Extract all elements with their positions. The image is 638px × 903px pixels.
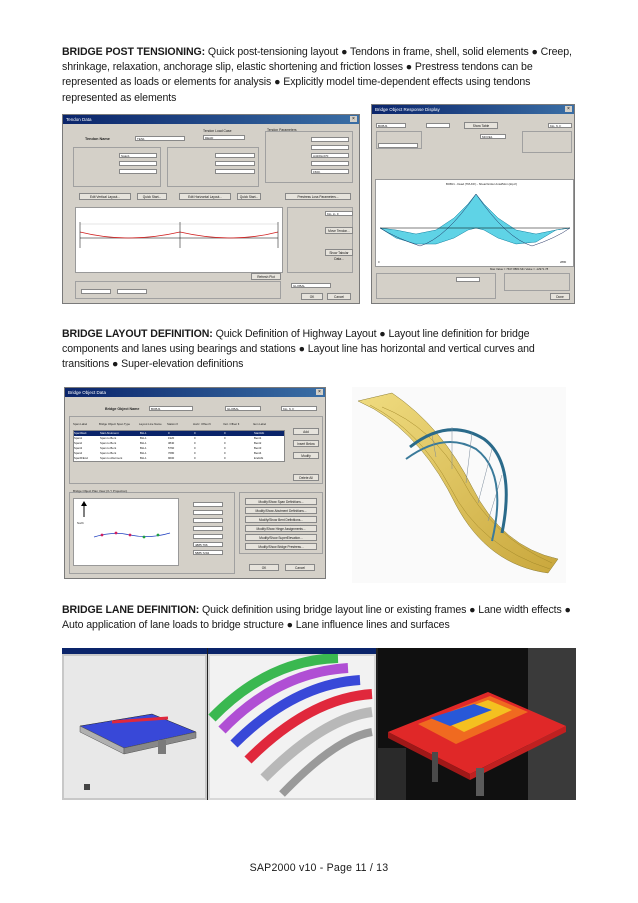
move-span-field	[81, 289, 111, 294]
table-cell: 0	[194, 441, 196, 445]
modify-button[interactable]: Modify	[293, 452, 319, 459]
show-tabular-data-button[interactable]: Show Tabular Data...	[325, 249, 353, 256]
close-icon: ×	[350, 116, 357, 122]
table-cell: Span3	[74, 446, 83, 450]
bridge-object-name-field: BOBJ1	[149, 406, 193, 411]
tendon-layout-plot	[75, 207, 283, 273]
table-cell: Span to Bent	[100, 436, 117, 440]
quick-start-button[interactable]: Quick Start...	[137, 193, 167, 200]
end-location-field	[215, 161, 255, 166]
params-field-2	[311, 145, 349, 150]
box-girder-svg	[62, 654, 207, 800]
tendon-name-field: TEN1	[135, 136, 185, 141]
lanes-svg	[208, 654, 376, 800]
distance-field	[456, 277, 480, 282]
insert-below-button[interactable]: Insert Below	[293, 440, 319, 447]
table-cell: 0	[224, 451, 226, 455]
component-field	[378, 143, 418, 148]
radius-field	[193, 526, 223, 531]
table-cell: 9600	[168, 456, 175, 460]
cancel-button[interactable]: Cancel	[285, 564, 315, 571]
ok-button[interactable]: OK	[301, 293, 323, 300]
body-layout-definition: Quick Definition of Highway Layout ● Layout line definition for bridge components and lanes using bearings and stations ● Layout line has horizontal and vertical curves and transitions ● Super-elevation definitions	[62, 328, 535, 371]
snap-options-group	[504, 273, 570, 291]
prestress-loss-button[interactable]: Prestress Loss Parameters...	[285, 193, 351, 200]
bridge-object-titlebar: Bridge Object Data	[65, 388, 325, 397]
axis-right-label: 2880	[560, 260, 567, 264]
coordinate-system-field: GLOBAL	[291, 283, 331, 288]
layout-line-field	[193, 502, 223, 507]
abutment-definitions-button[interactable]: Modify/Show Abutment Definitions...	[245, 507, 317, 514]
bridge-prestress-button[interactable]: Modify/Show Bridge Prestress...	[245, 543, 317, 550]
table-cell: Span to Bent	[100, 441, 117, 445]
table-cell: 0	[194, 451, 196, 455]
bridge-object-data-screenshot	[64, 387, 326, 579]
table-cell: Span1	[74, 436, 83, 440]
paragraph-lane-definition	[62, 603, 577, 633]
load-case-field: MOVE1	[480, 134, 506, 139]
table-cell: StartAbt	[254, 431, 265, 435]
delete-all-button[interactable]: Delete All	[293, 474, 319, 481]
hinge-assignments-button[interactable]: Modify/Show Hinge Assignments...	[245, 525, 317, 532]
table-cell: EndAbt	[254, 456, 264, 460]
span-length-field	[119, 169, 157, 174]
table-cell: 0	[224, 436, 226, 440]
tendon-profile-svg	[76, 208, 282, 272]
plan-view-label: Bridge Object Plan View (X-Y Projection)	[73, 489, 128, 493]
table-cell: 0	[168, 431, 170, 435]
table-cell: Span5/End	[74, 456, 88, 460]
quick-start-2-button[interactable]: Quick Start...	[237, 193, 261, 200]
paragraph-post-tensioning	[62, 45, 577, 106]
table-cell: BLL1	[140, 431, 147, 435]
force-field: 1500.	[311, 169, 349, 174]
table-cell: BLL1	[140, 436, 147, 440]
table-cell: BLL1	[140, 441, 147, 445]
table-cell: Bent4	[254, 451, 262, 455]
bearing-field	[193, 518, 223, 523]
coordinate-system-field: GLOBAL	[225, 406, 261, 411]
table-cell: 0	[194, 456, 196, 460]
station-field	[193, 510, 223, 515]
edit-vertical-layout-button[interactable]: Edit Vertical Layout...	[79, 193, 131, 200]
table-header: Span Label Bridge Object Span Type Layout Line Name Station ft Horiz. Offset ft Vert. Offset ft Item Label	[73, 422, 267, 426]
add-button[interactable]: Add	[293, 428, 319, 435]
superelevation-button[interactable]: Modify/Show SuperElevation...	[245, 534, 317, 541]
page-footer: SAP2000 v10 - Page 11 / 13	[249, 862, 389, 874]
model-type-field	[426, 123, 450, 128]
close-icon: ×	[316, 389, 323, 395]
refresh-plot-button[interactable]: Refresh Plot	[251, 273, 281, 280]
table-cell: Span4	[74, 451, 83, 455]
body-post-tensioning: Quick post-tensioning layout ● Tendons in frame, shell, solid elements ● Creep, shrinkage, relaxation, anchorage slip, elastic shortening and friction losses ● Prestress tendons can be represented as loads or elements for analysis ● Explicitly model time-dependent effects using tendons represented as elements	[62, 46, 572, 104]
load-case-label: Tendon Load Case	[203, 129, 232, 133]
box-girder-window	[62, 648, 207, 800]
params-field-4	[311, 161, 349, 166]
params-field-1	[311, 137, 349, 142]
show-table-button[interactable]: Show Table	[464, 122, 498, 129]
x-coordinate-field: 4885.796	[193, 542, 223, 547]
influence-surface-svg	[378, 648, 576, 800]
grade-field	[193, 534, 223, 539]
done-button[interactable]: Done	[550, 293, 570, 300]
span-table	[73, 422, 285, 462]
move-location-field	[117, 289, 147, 294]
table-cell: 0	[224, 441, 226, 445]
table-cell: Bent1	[254, 436, 262, 440]
response-units-field: Kip, ft, F	[548, 123, 572, 128]
material-field: A416Gr270	[311, 153, 349, 158]
table-cell: 5760	[168, 446, 175, 450]
north-label: North	[77, 521, 84, 525]
table-cell: BLL1	[140, 446, 147, 450]
table-cell: 0	[224, 456, 226, 460]
table-cell: Bent3	[254, 446, 262, 450]
table-cell: 0	[194, 446, 196, 450]
end-length-field	[215, 169, 255, 174]
table-cell: BLL1	[140, 451, 147, 455]
tendon-data-screenshot	[62, 114, 360, 304]
paragraph-layout-definition	[62, 327, 577, 373]
table-body	[73, 430, 285, 462]
move-tendon-button[interactable]: Move Tendon...	[325, 227, 353, 234]
plan-layout-svg	[74, 499, 178, 565]
start-span-field: Span1	[119, 153, 157, 158]
lanes-window	[208, 648, 376, 800]
table-cell: 7680	[168, 451, 175, 455]
end-span-field	[215, 153, 255, 158]
heading-layout-definition: BRIDGE LAYOUT DEFINITION:	[62, 328, 213, 340]
influence-surface-render	[378, 648, 576, 800]
heading-lane-definition: BRIDGE LANE DEFINITION:	[62, 604, 200, 616]
units-field: Kip, ft, F	[281, 406, 317, 411]
bridge-object-name-label: Bridge Object Name	[105, 407, 140, 411]
bridge-response-screenshot	[371, 104, 575, 304]
table-row[interactable]	[74, 456, 284, 461]
lane-definition-composite	[62, 648, 576, 800]
edit-horizontal-layout-button[interactable]: Edit Horizontal Layout...	[179, 193, 231, 200]
bridge-object-field: BOBJ1	[376, 123, 406, 128]
span-definitions-button[interactable]: Modify/Show Span Definitions...	[245, 498, 317, 505]
response-plot	[375, 179, 574, 267]
axis-left-label: 0	[378, 260, 380, 264]
tendon-titlebar: Tendon Data	[63, 115, 359, 124]
start-location-field	[119, 161, 157, 166]
units-field: Kip, in, F	[325, 211, 353, 216]
heading-post-tensioning: BRIDGE POST TENSIONING:	[62, 46, 206, 58]
table-cell: 0	[224, 446, 226, 450]
ok-button[interactable]: OK	[249, 564, 279, 571]
plot-title: BOBJ1 - Dead (TRUCK) - Shear/Girder Axial/Mom [kip-ft]	[446, 182, 517, 186]
params-label: Tendon Parameters	[267, 128, 297, 132]
table-cell: 0	[194, 431, 196, 435]
table-cell: Span to Bent	[100, 451, 117, 455]
arch-bridge-svg	[352, 387, 566, 583]
display-options-group	[287, 207, 353, 273]
table-cell: Bent2	[254, 441, 262, 445]
y-coordinate-field: 5885.7294	[193, 550, 223, 555]
cancel-button[interactable]: Cancel	[327, 293, 351, 300]
table-cell: 1920	[168, 436, 175, 440]
table-cell: Span to Abutment	[100, 456, 123, 460]
multivalued-group	[522, 131, 572, 153]
table-cell: BLL1	[140, 456, 147, 460]
tendon-name-label: Tendon Name	[85, 137, 110, 141]
arch-bridge-render	[352, 387, 566, 583]
close-icon: ×	[565, 106, 572, 112]
table-cell: 0	[224, 431, 226, 435]
plan-view-canvas	[73, 498, 179, 566]
table-cell: SpanStart	[74, 431, 87, 435]
load-case-field: DEAD	[203, 135, 245, 140]
table-cell: Start Abutment	[100, 431, 119, 435]
response-status: Max Value = 7637.8884 Min Value = -12971.78	[490, 267, 549, 271]
response-titlebar: Bridge Object Response Display	[372, 105, 574, 114]
response-diagram-svg	[376, 180, 573, 266]
bent-definitions-button[interactable]: Modify/Show Bent Definitions...	[245, 516, 317, 523]
table-cell: 3840	[168, 441, 175, 445]
table-cell: Span to Bent	[100, 446, 117, 450]
table-cell: 0	[194, 436, 196, 440]
body-lane-definition: Quick definition using bridge layout line or existing frames ● Lane width effects ● Auto application of lane loads to bridge structure ● Lane influence lines and surfaces	[62, 604, 571, 632]
table-cell: Span2	[74, 441, 83, 445]
